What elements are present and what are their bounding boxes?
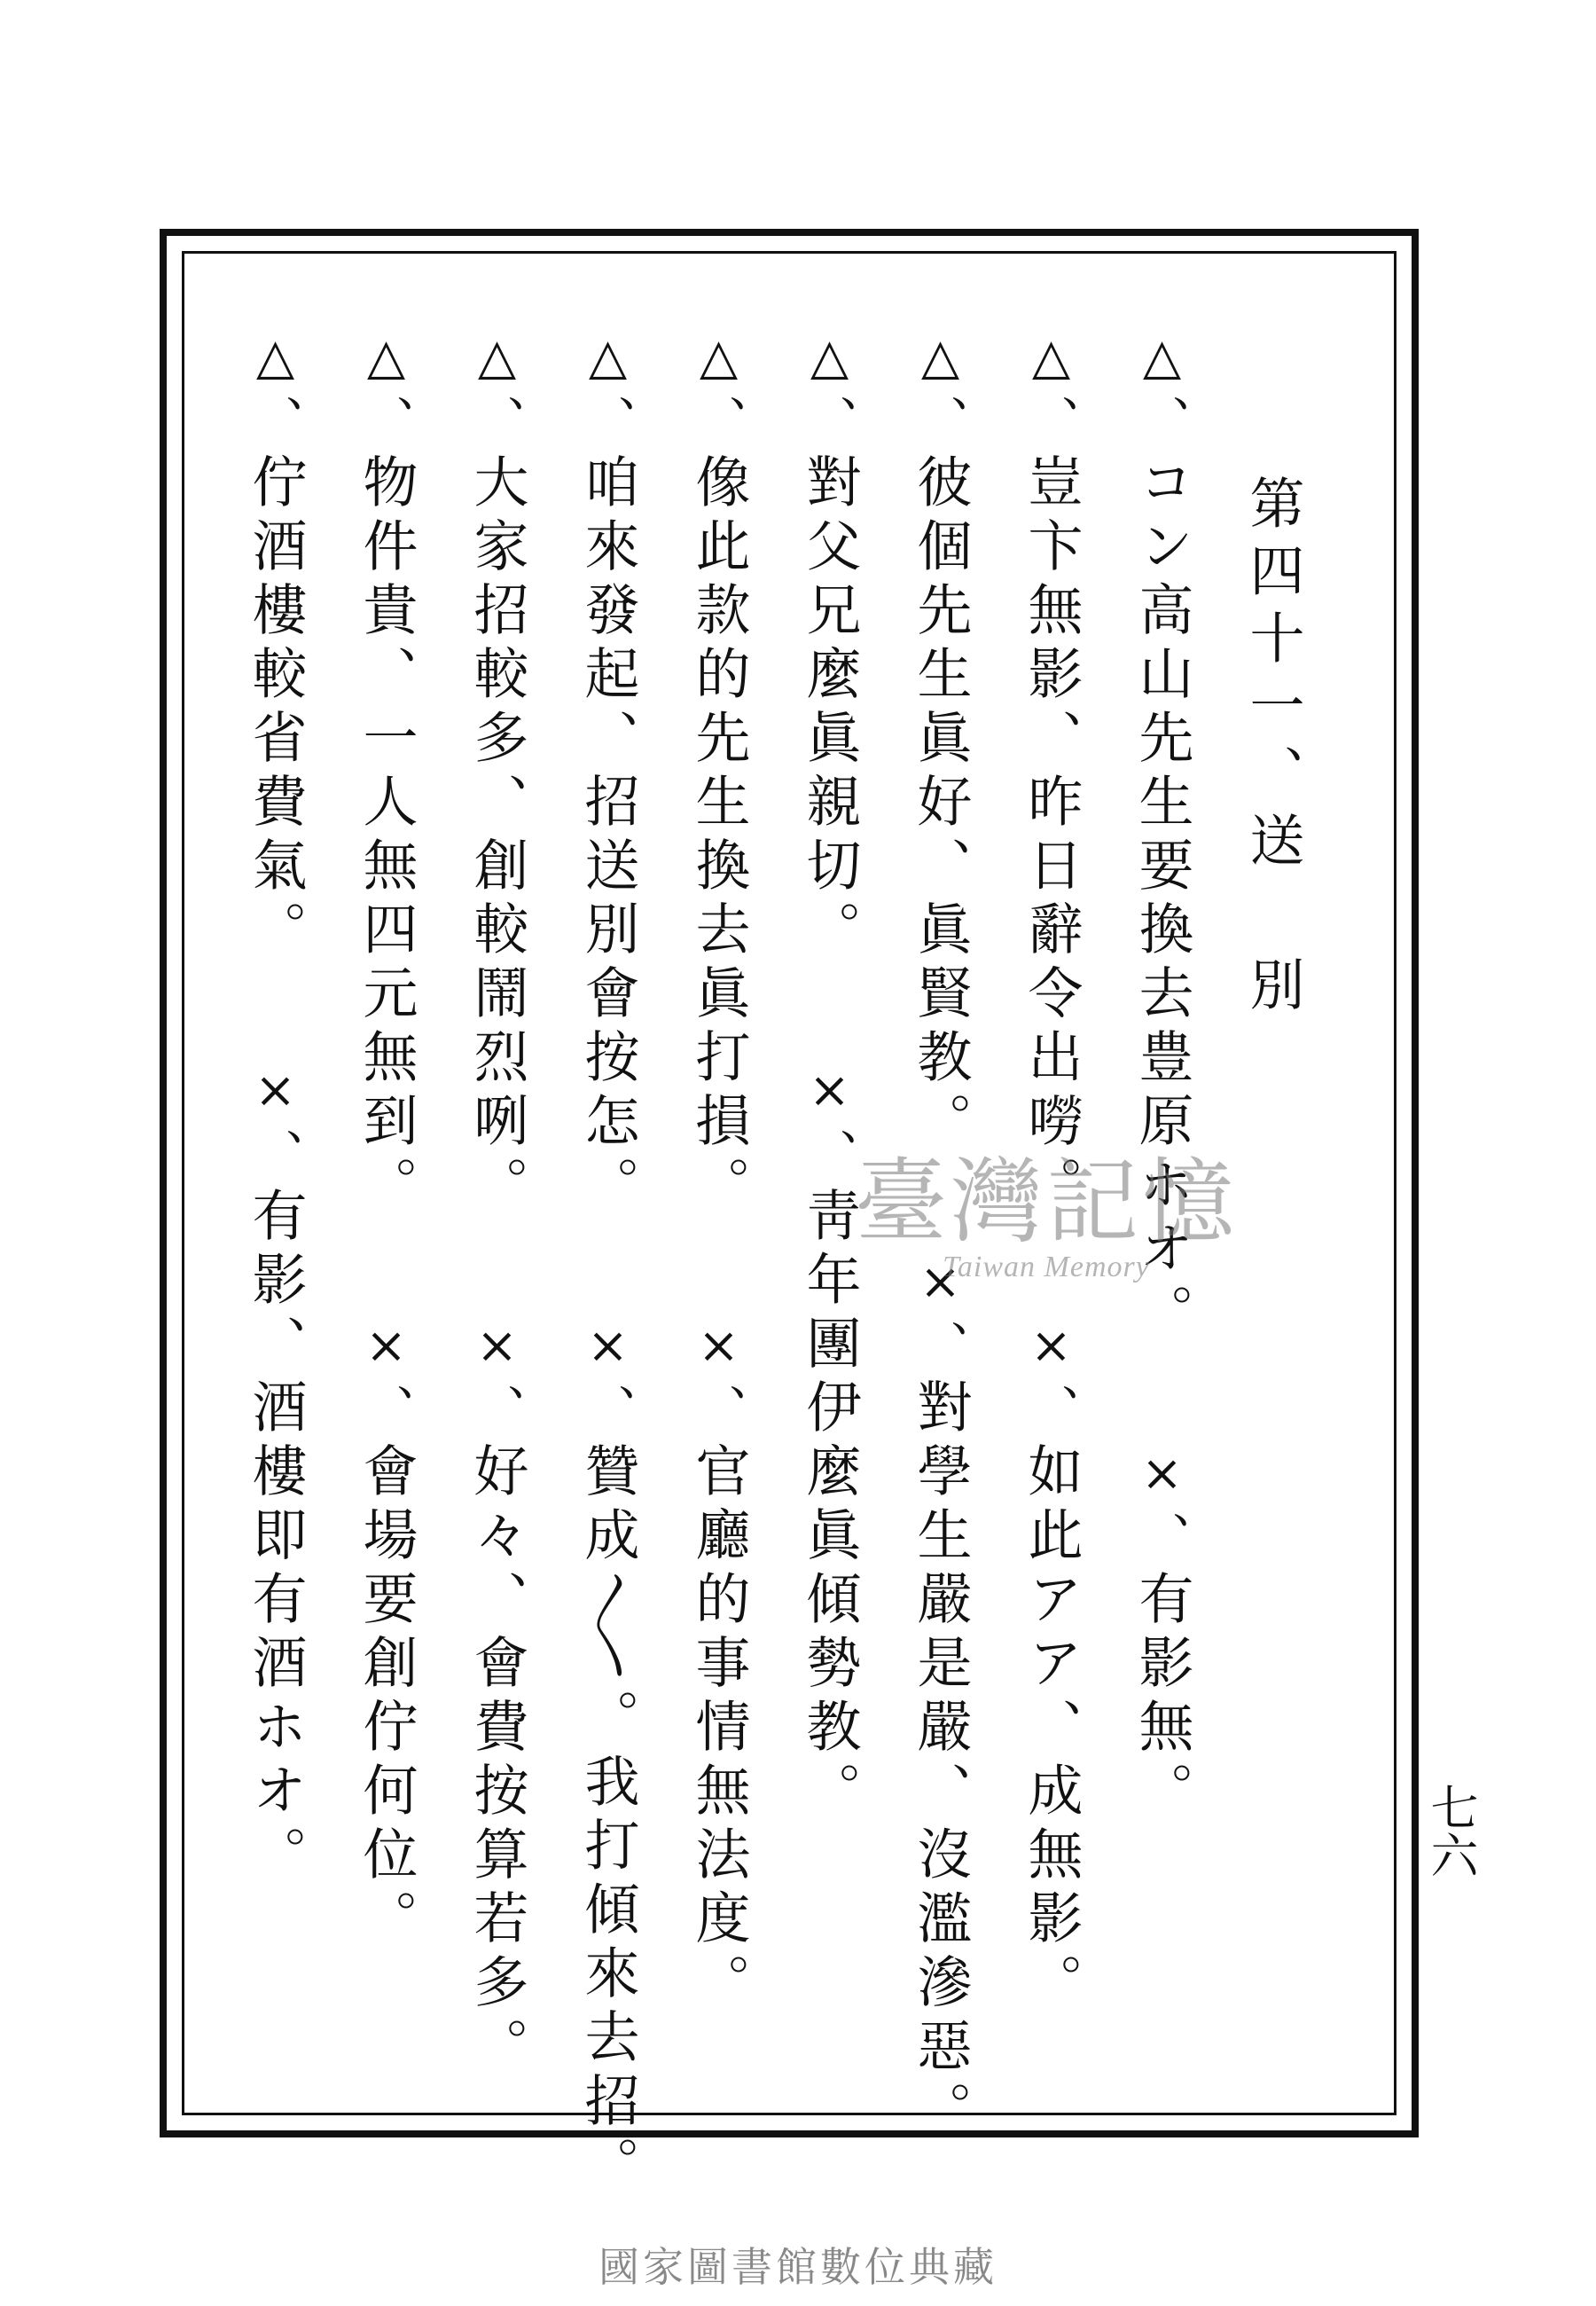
dialogue-line-4 — [794, 328, 864, 1825]
watermark-chinese: 臺灣記憶 — [854, 1148, 1238, 1256]
line-8-reply: 會場要創佇何位。 — [354, 1442, 419, 1953]
speaker-marker-a: △、 — [357, 328, 415, 453]
speaker-marker-b: ×、 — [1022, 1317, 1080, 1442]
speaker-marker-b: ×、 — [468, 1317, 526, 1442]
dialogue-line-1 — [1126, 328, 1197, 1825]
speaker-marker-b: ×、 — [801, 1062, 858, 1187]
line-9-main: 佇酒樓較省費氣。 — [243, 453, 308, 964]
speaker-marker-a: △、 — [911, 328, 969, 453]
speaker-marker-a: △、 — [1022, 328, 1080, 453]
speaker-marker-a: △、 — [690, 328, 747, 453]
line-4-main: 對父兄麼眞親切。 — [797, 453, 862, 964]
line-1-reply: 有影無。 — [1130, 1570, 1194, 1825]
speaker-marker-a: △、 — [468, 328, 526, 453]
speaker-marker-a: △、 — [246, 328, 304, 453]
speaker-marker-b: ×、 — [579, 1317, 637, 1442]
footer-archive-label: 國家圖書館數位典藏 — [598, 2243, 998, 2291]
line-2-main: 豈卞無影、昨日辭令出嘮。 — [1019, 453, 1084, 1220]
lesson-title: 第四十一、送 別 — [1240, 475, 1305, 1024]
speaker-marker-a: △、 — [801, 328, 858, 453]
page-number: 七六 — [1423, 1783, 1479, 1879]
line-6-main: 咱來發起、招送別會按怎。 — [575, 453, 640, 1220]
speaker-marker-b: ×、 — [246, 1062, 304, 1187]
dialogue-line-5 — [683, 328, 754, 2017]
dialogue-line-8 — [350, 328, 421, 1953]
watermark — [798, 1148, 1295, 1284]
line-8-main: 物件貴、一人無四元無到。 — [354, 453, 419, 1220]
watermark-english: Taiwan Memory — [943, 1251, 1150, 1283]
speaker-marker-a: △、 — [1133, 328, 1191, 453]
speaker-marker-b: ×、 — [911, 1253, 969, 1378]
speaker-marker-b: ×、 — [1133, 1445, 1191, 1570]
line-2-reply: 如此アア、成無影。 — [1019, 1442, 1084, 2017]
line-4-reply: 靑年團伊麼眞傾勢教。 — [797, 1187, 862, 1825]
dialogue-line-6 — [572, 328, 643, 2200]
speaker-marker-b: ×、 — [690, 1317, 747, 1442]
line-6-reply: 贊成〱。我打傾來去招。 — [575, 1442, 640, 2200]
speaker-marker-b: ×、 — [357, 1317, 415, 1442]
speaker-marker-a: △、 — [579, 328, 637, 453]
line-5-reply: 官廳的事情無法度。 — [686, 1442, 751, 2017]
line-5-main: 像此款的先生換去眞打損。 — [686, 453, 751, 1220]
line-9-reply: 有影、酒樓即有酒ホオ。 — [243, 1187, 308, 1889]
dialogue-line-9 — [239, 328, 310, 1889]
line-1-main: コン高山先生要換去豊原ホオ。 — [1130, 453, 1194, 1347]
line-7-reply: 好々、會費按算若多。 — [465, 1442, 529, 2081]
dialogue-line-7 — [461, 328, 532, 2081]
line-3-main: 彼個先生眞好、眞賢教。 — [908, 453, 973, 1156]
line-3-reply: 對學生嚴是嚴、沒濫滲惡。 — [908, 1378, 973, 2145]
line-7-main: 大家招較多、創較鬧烈咧。 — [465, 453, 529, 1220]
